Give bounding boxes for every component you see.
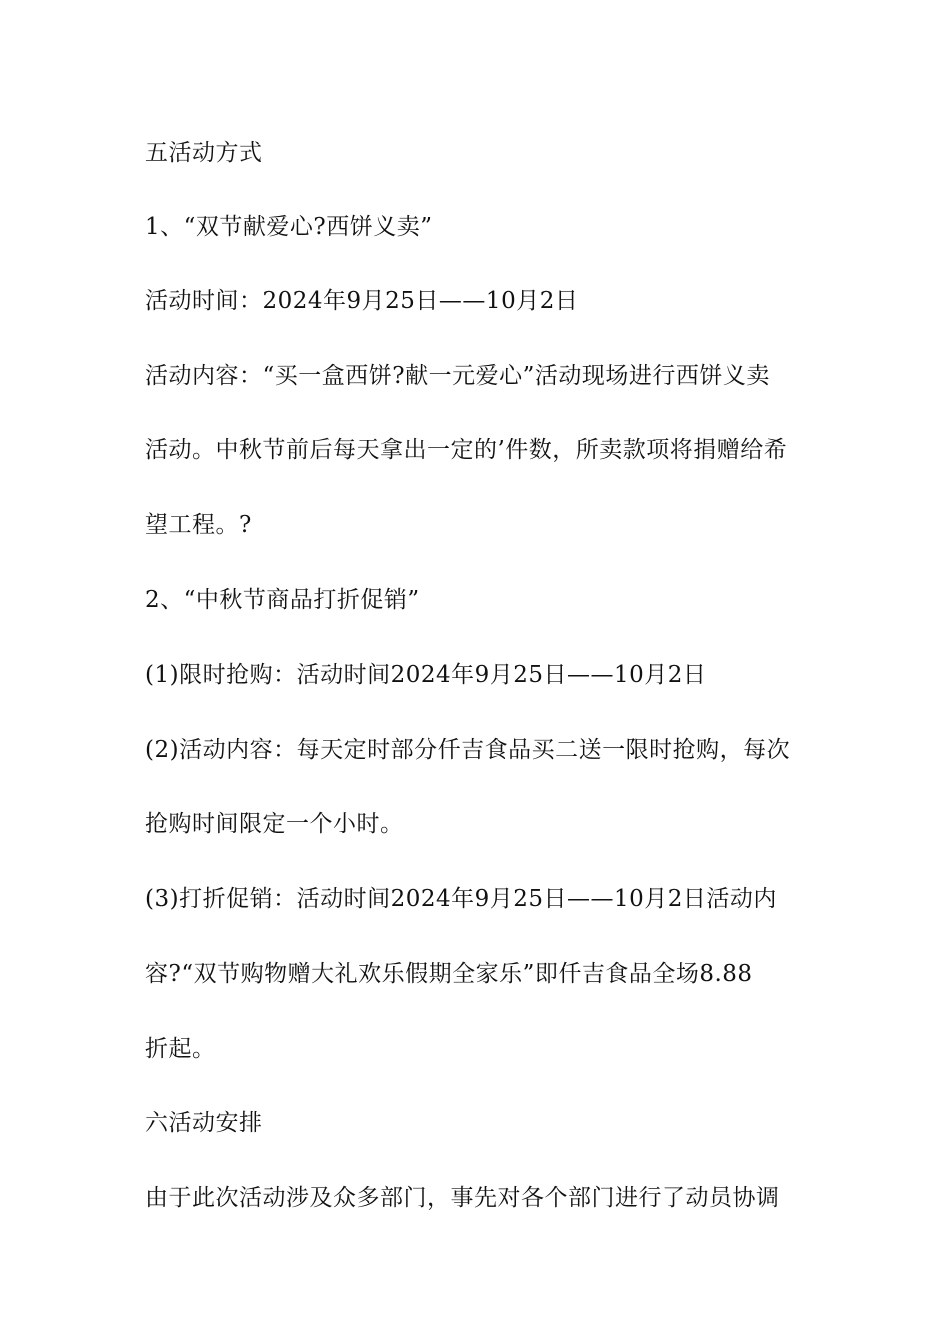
paragraph-line: 活动。中秋节前后每天拿出一定的’件数，所卖款项将捐赠给希 — [145, 437, 788, 463]
item-heading: 2、“中秋节商品打折促销” — [145, 587, 420, 613]
paragraph-line: 折起。 — [145, 1036, 216, 1062]
paragraph-line: (1)限时抢购：活动时间2024年9月25日——10月2日 — [145, 662, 707, 688]
paragraph-line: 活动时间：2024年9月25日——10月2日 — [145, 288, 579, 314]
paragraph-line: 容?“双节购物赠大礼欢乐假期全家乐”即仟吉食品全场8.88 — [145, 961, 753, 987]
paragraph-line: 望工程。? — [145, 512, 252, 538]
section-heading: 六活动安排 — [145, 1110, 263, 1136]
paragraph-line: 由于此次活动涉及众多部门，事先对各个部门进行了动员协调 — [145, 1185, 780, 1211]
section-heading: 五活动方式 — [145, 140, 263, 166]
paragraph-line: 活动内容：“买一盒西饼?献一元爱心”活动现场进行西饼义卖 — [145, 363, 770, 389]
item-heading: 1、“双节献爱心?西饼义卖” — [145, 214, 433, 240]
paragraph-line: (2)活动内容：每天定时部分仟吉食品买二送一限时抢购，每次 — [145, 737, 791, 763]
paragraph-line: (3)打折促销：活动时间2024年9月25日——10月2日活动内 — [145, 886, 777, 912]
paragraph-line: 抢购时间限定一个小时。 — [145, 811, 404, 837]
